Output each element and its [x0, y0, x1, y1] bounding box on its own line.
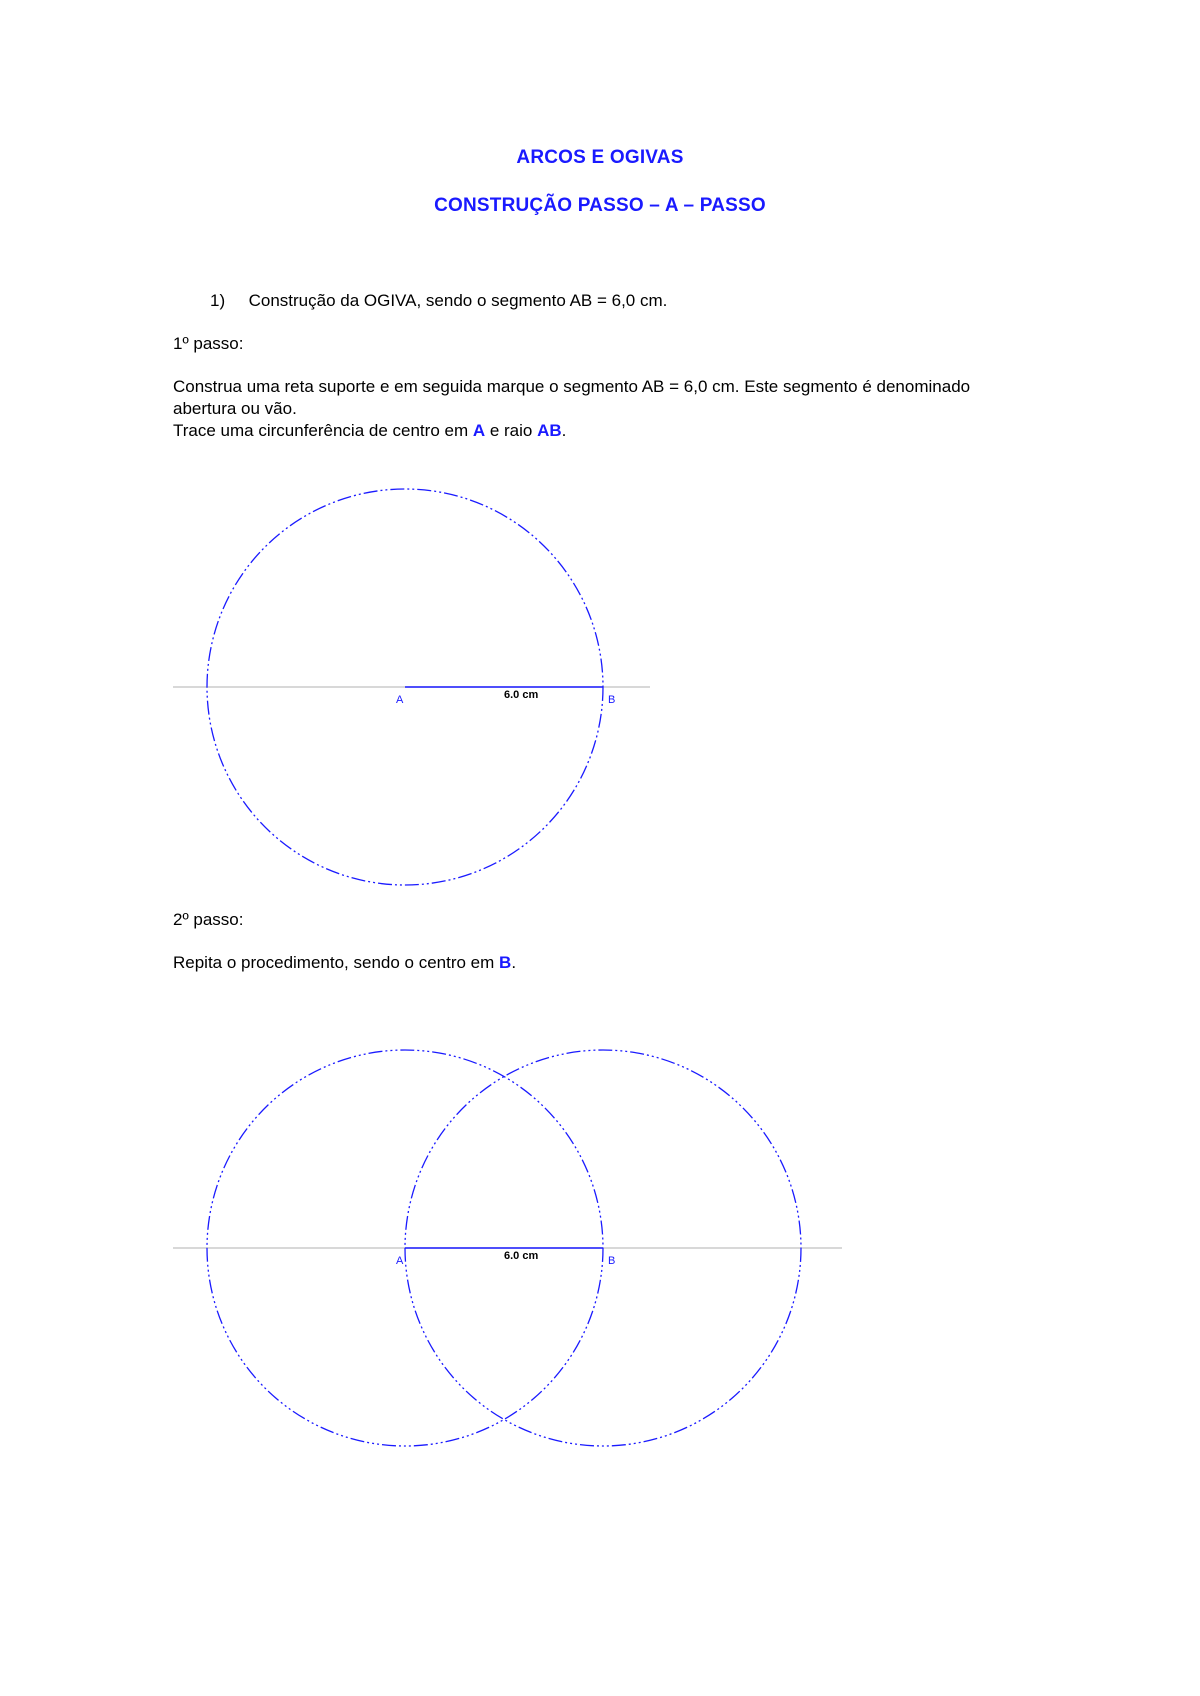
label-a: A: [396, 694, 404, 706]
step1-heading: 1º passo:: [173, 334, 244, 353]
label-a: A: [396, 1255, 404, 1267]
step1-paragraph: [173, 376, 970, 442]
item-1: [210, 290, 667, 312]
page-subtitle: CONSTRUÇÃO PASSO – A – PASSO: [434, 195, 766, 216]
step1-line3-pre: Trace uma circunferência de centro em: [173, 421, 473, 440]
step1-line3: [173, 420, 970, 442]
label-b: B: [608, 1255, 616, 1267]
step2-text-pre: Repita o procedimento, sendo o centro em: [173, 953, 500, 972]
measure-label: 6.0 cm: [504, 1250, 539, 1262]
step2-heading: 2º passo:: [173, 910, 244, 929]
radius-ab-ref: AB: [537, 421, 562, 440]
step2-text-post: .: [511, 953, 517, 972]
step1-line1: Construa uma reta suporte e em seguida marque o segmento AB = 6,0 cm. Este segmento é denominado: [173, 377, 971, 396]
page-title: ARCOS E OGIVAS: [516, 147, 684, 168]
point-a-ref: A: [472, 421, 486, 440]
step1-line3-mid: e raio: [485, 421, 538, 440]
item-text: Construção da OGIVA, sendo o segmento AB = 6,0 cm.: [248, 291, 668, 310]
step1-line2: abertura ou vão.: [173, 399, 297, 418]
step2-text: [173, 952, 516, 974]
figure-1-diagram: [0, 470, 1200, 890]
point-b-ref: B: [499, 953, 512, 972]
step1-line3-post: .: [561, 421, 567, 440]
measure-label: 6.0 cm: [504, 689, 539, 701]
label-b: B: [608, 694, 616, 706]
figure-2-diagram: [0, 1030, 1200, 1470]
item-number: 1): [210, 291, 226, 310]
